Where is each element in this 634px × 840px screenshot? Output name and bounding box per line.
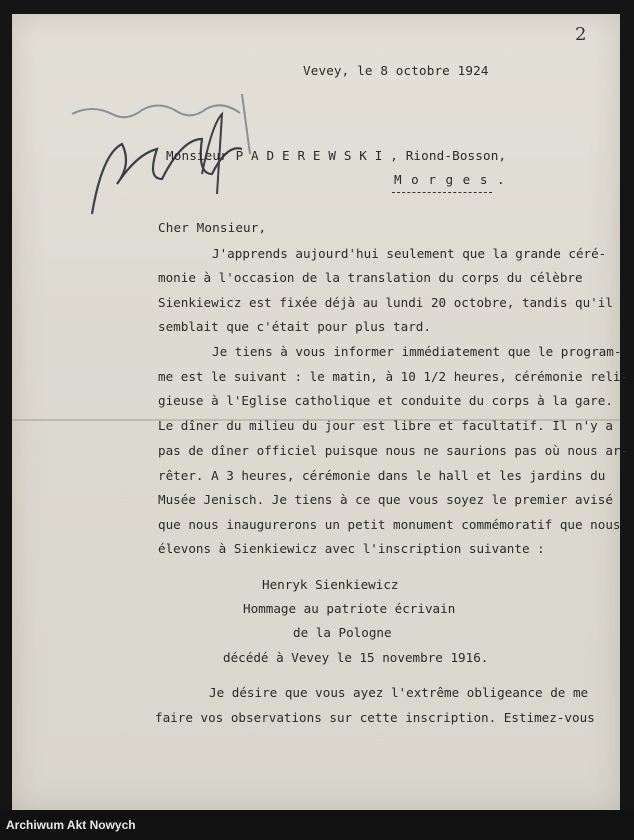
body-line: élevons à Sienkiewicz avec l'inscription suivante : [158, 541, 545, 556]
body-line: Je tiens à vous informer immédiatement que le program- [212, 344, 622, 359]
body-line: Sienkiewicz est fixée déjà au lundi 20 octobre, tandis qu'il [158, 295, 613, 310]
addressee-line: Monsieur P A D E R E W S K I , Riond-Bosson, [166, 148, 507, 163]
body-line: Le dîner du milieu du jour est libre et facultatif. Il n'y a [158, 418, 613, 433]
inscription-line: Hommage au patriote écrivain [243, 601, 456, 616]
closing-line: faire vos observations sur cette inscription. Estimez-vous [155, 710, 595, 725]
body-line: J'apprends aujourd'hui seulement que la grande céré- [212, 246, 607, 261]
closing-line: Je désire que vous ayez l'extrême obligeance de me [209, 685, 589, 700]
body-line: Musée Jenisch. Je tiens à ce que vous soyez le premier avisé [158, 492, 613, 507]
body-line: pas de dîner officiel puisque nous ne saurions pas où nous ar- [158, 443, 629, 458]
body-line: semblait que c'était pour plus tard. [158, 319, 431, 334]
archive-name: Archiwum Akt Nowych [6, 818, 136, 832]
body-line: me est le suivant : le matin, à 10 1/2 heures, cérémonie reli- [158, 369, 629, 384]
letter-page [12, 14, 629, 810]
archive-footer [0, 810, 634, 840]
page-number: 2 [575, 24, 587, 45]
body-line: gieuse à l'Eglise catholique et conduite du corps à la gare. [158, 393, 613, 408]
body-line: que nous inaugurerons un petit monument commémoratif que nous [158, 517, 621, 532]
city-line: M o r g e s . [394, 172, 506, 187]
body-line: monie à l'occasion de la translation du corps du célèbre [158, 270, 583, 285]
body-line: rêter. A 3 heures, cérémonie dans le hall et les jardins du [158, 468, 606, 483]
inscription-line: Henryk Sienkiewicz [262, 577, 399, 592]
underline [392, 192, 492, 193]
salutation: Cher Monsieur, [158, 220, 267, 235]
inscription-line: de la Pologne [293, 625, 392, 640]
date-line: Vevey, le 8 octobre 1924 [303, 63, 489, 78]
inscription-line: décédé à Vevey le 15 novembre 1916. [223, 650, 489, 665]
